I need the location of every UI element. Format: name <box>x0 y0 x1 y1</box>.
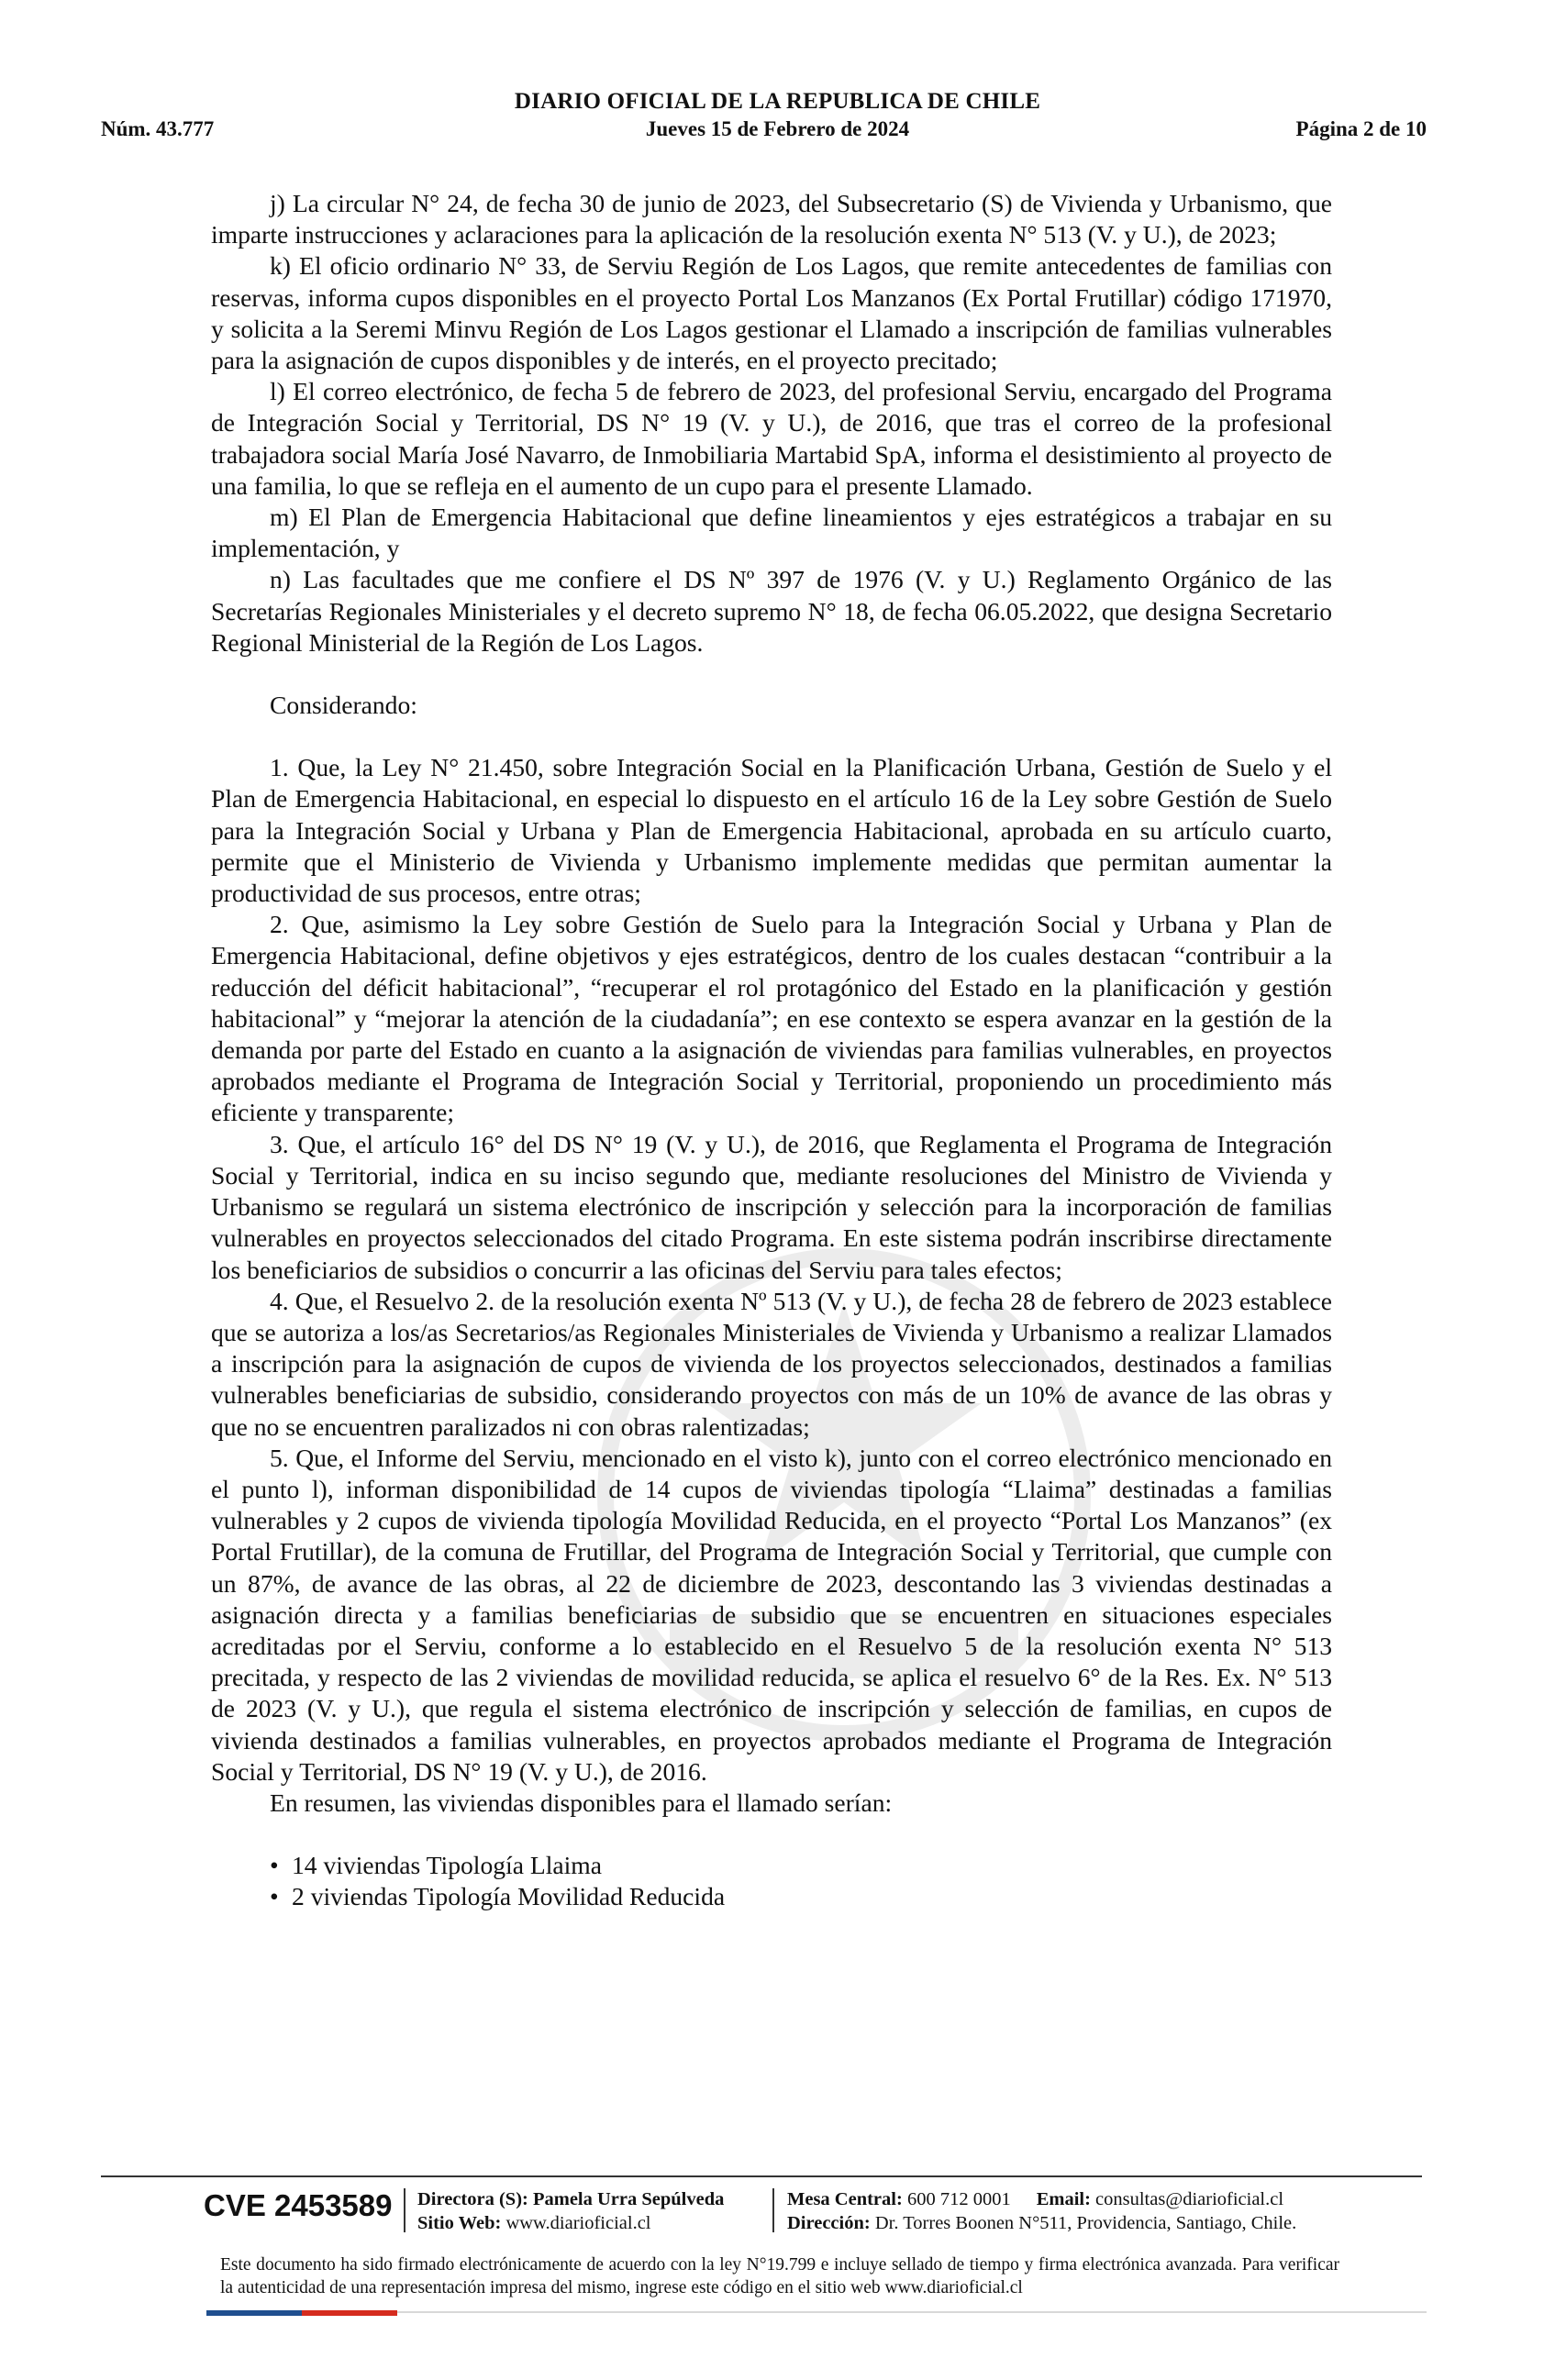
legal-notice: Este documento ha sido firmado electrónicamente de acuerdo con la ley N°19.799 e incluye sellado de tiempo y firma electrónica avanzada. Para verificar la autenticidad de una representación impresa del mismo, ingrese este código en el sitio web www.diarioficial.cl <box>220 2255 1339 2297</box>
email-label: Email: <box>1036 2189 1091 2209</box>
issue-number: Núm. 43.777 <box>101 117 215 140</box>
considerando-4: 4. Que, el Resuelvo 2. de la resolución exenta Nº 513 (V. y U.), de fecha 28 de febrero de 2023 establece que se autoriza a los/as Secretarios/as Regionales Ministeriales de Vivienda y Urbanismo a realizar Llamados a inscripción para la asignación de cupos de vivienda de los proyectos seleccionados, destinados a familias vulnerables beneficiarias de subsidio, considerando proyectos con más de un 10% de avance de las obras y que no se encuentren paralizados ni con obras ralentizadas; <box>211 1286 1332 1441</box>
footer-director-block <box>417 2187 724 2235</box>
list-item-text: 2 viviendas Tipología Movilidad Reducida <box>292 1882 726 1911</box>
visto-l: l) El correo electrónico, de fecha 5 de febrero de 2023, del profesional Serviu, encargado del Programa de Integración Social y Territorial, DS N° 19 (V. y U.), de 2016, que tras el correo de la profesional trabajadora social María José Navarro, de Inmobiliaria Martabid SpA, informa el desistimiento al proyecto de una familia, lo que se refleja en el aumento de un cupo para el presente Llamado. <box>211 377 1332 500</box>
flag-stripe-blue <box>206 2310 302 2316</box>
summary-intro: En resumen, las viviendas disponibles para el llamado serían: <box>270 1788 893 1817</box>
footer-contact-block <box>787 2187 1296 2235</box>
phone-label: Mesa Central: <box>787 2189 903 2209</box>
list-item-text: 14 viviendas Tipología Llaima <box>292 1851 603 1880</box>
flag-stripe-red <box>302 2310 397 2316</box>
available-housing-list <box>211 1850 1332 1912</box>
director-label: Directora (S): <box>417 2189 528 2209</box>
document-body <box>211 188 1332 1913</box>
list-item <box>270 1881 1332 1912</box>
director-name: Pamela Urra Sepúlveda <box>532 2189 725 2209</box>
web-label: Sitio Web: <box>417 2213 502 2233</box>
visto-k: k) El oficio ordinario N° 33, de Serviu Región de Los Lagos, que remite antecedentes de familias con reservas, informa cupos disponibles en el proyecto Portal Los Manzanos (Ex Portal Frutillar) código 171970, y solicita a la Seremi Minvu Región de Los Lagos gestionar el Llamado a inscripción de familias vulnerables para la asignación de cupos disponibles y de interés, en el proyecto precitado; <box>211 251 1332 375</box>
footer-divider <box>101 2175 1422 2177</box>
address-value: Dr. Torres Boonen N°511, Providencia, Santiago, Chile. <box>874 2213 1297 2233</box>
visto-m: m) El Plan de Emergencia Habitacional que define lineamientos y ejes estratégicos a trabajar en su implementación, y <box>211 503 1332 563</box>
list-item <box>270 1850 1332 1881</box>
considerando-5: 5. Que, el Informe del Serviu, mencionado en el visto k), junto con el correo electrónico mencionado en el punto l), informan disponibilidad de 14 cupos de viviendas tipología “Llaima” destinadas a familias vulnerables y 2 cupos de vivienda tipología Movilidad Reducida, en el proyecto “Portal Los Manzanos” (ex Portal Frutillar), de la comuna de Frutillar, del Programa de Integración Social y Territorial, que cumple con un 87%, de avance de las obras, al 22 de diciembre de 2023, descontando las 3 viviendas destinadas a asignación directa y a familias beneficiarias de subsidio que se encuentren en situaciones especiales acreditadas por el Serviu, conforme a lo establecido en el Resuelvo 5 de la resolución exenta N° 513 precitada, y respecto de las 2 viviendas de movilidad reducida, se aplica el resuelvo 6° de la Res. Ex. N° 513 de 2023 (V. y U.), que regula el sistema electrónico de inscripción y selección de familias, en cupos de vivienda destinados a familias vulnerables, en proyectos aprobados mediante el Programa de Integración Social y Territorial, DS N° 19 (V. y U.), de 2016. <box>211 1443 1332 1786</box>
considerando-heading: Considerando: <box>270 691 417 720</box>
cve-code: CVE 2453589 <box>204 2188 393 2222</box>
issue-date: Jueves 15 de Febrero de 2024 <box>645 117 910 140</box>
phone-value: 600 712 0001 <box>906 2189 1011 2209</box>
visto-n: n) Las facultades que me confiere el DS Nº 397 de 1976 (V. y U.) Reglamento Orgánico de las Secretarías Regionales Ministeriales y el decreto supremo N° 18, de fecha 06.05.2022, que designa Secretario Regional Ministerial de la Región de Los Lagos. <box>211 565 1332 657</box>
address-label: Dirección: <box>787 2213 871 2233</box>
considerando-1: 1. Que, la Ley N° 21.450, sobre Integración Social en la Planificación Urbana, Gestión de Suelo y el Plan de Emergencia Habitacional, en especial lo dispuesto en el artículo 16 de la Ley sobre Gestión de Suelo para la Integración Social y Urbana y Plan de Emergencia Habitacional, aprobada en su artículo cuarto, permite que el Ministerio de Vivienda y Urbanismo implemente medidas que permitan aumentar la productividad de sus procesos, entre otras; <box>211 753 1332 908</box>
newspaper-title: DIARIO OFICIAL DE LA REPUBLICA DE CHILE <box>514 89 1041 114</box>
considerando-3: 3. Que, el artículo 16° del DS N° 19 (V. y U.), de 2016, que Reglamenta el Programa de Integración Social y Territorial, indica en su inciso segundo que, mediante resoluciones del Ministro de Vivienda y Urbanismo se regulará un sistema electrónico de inscripción y selección para la incorporación de familias vulnerables en proyectos seleccionados del citado Programa. En este sistema podrán inscribirse directamente los beneficiarios de subsidios o concurrir a las oficinas del Serviu para tales efectos; <box>211 1129 1332 1284</box>
email-link[interactable]: consultas@diarioficial.cl <box>1095 2189 1284 2209</box>
page-indicator: Página 2 de 10 <box>1295 117 1427 140</box>
bullet-icon: • <box>270 1851 279 1880</box>
visto-j: j) La circular N° 24, de fecha 30 de junio de 2023, del Subsecretario (S) de Vivienda y Urbanismo, que imparte instrucciones y aclaraciones para la aplicación de la resolución exenta N° 513 (V. y U.), de 2023; <box>211 189 1332 249</box>
footer-separator <box>772 2188 774 2232</box>
footer-separator <box>404 2188 405 2232</box>
bullet-icon: • <box>270 1882 279 1911</box>
considerando-2: 2. Que, asimismo la Ley sobre Gestión de Suelo para la Integración Social y Urbana y Plan de Emergencia Habitacional, define objetivos y ejes estratégicos, dentro de los cuales destacan “contribuir a la reducción del déficit habitacional”, “recuperar el rol protagónico del Estado en la planificación y gestión habitacional” y “mejorar la atención de la ciudadanía”; en ese contexto se espera avanzar en la gestión de la demanda por parte del Estado en cuanto a la asignación de viviendas para familias vulnerables, en proyectos aprobados mediante el Programa de Integración Social y Territorial, proponiendo un procedimiento más eficiente y transparente; <box>211 910 1332 1127</box>
web-link[interactable]: www.diarioficial.cl <box>505 2213 651 2233</box>
